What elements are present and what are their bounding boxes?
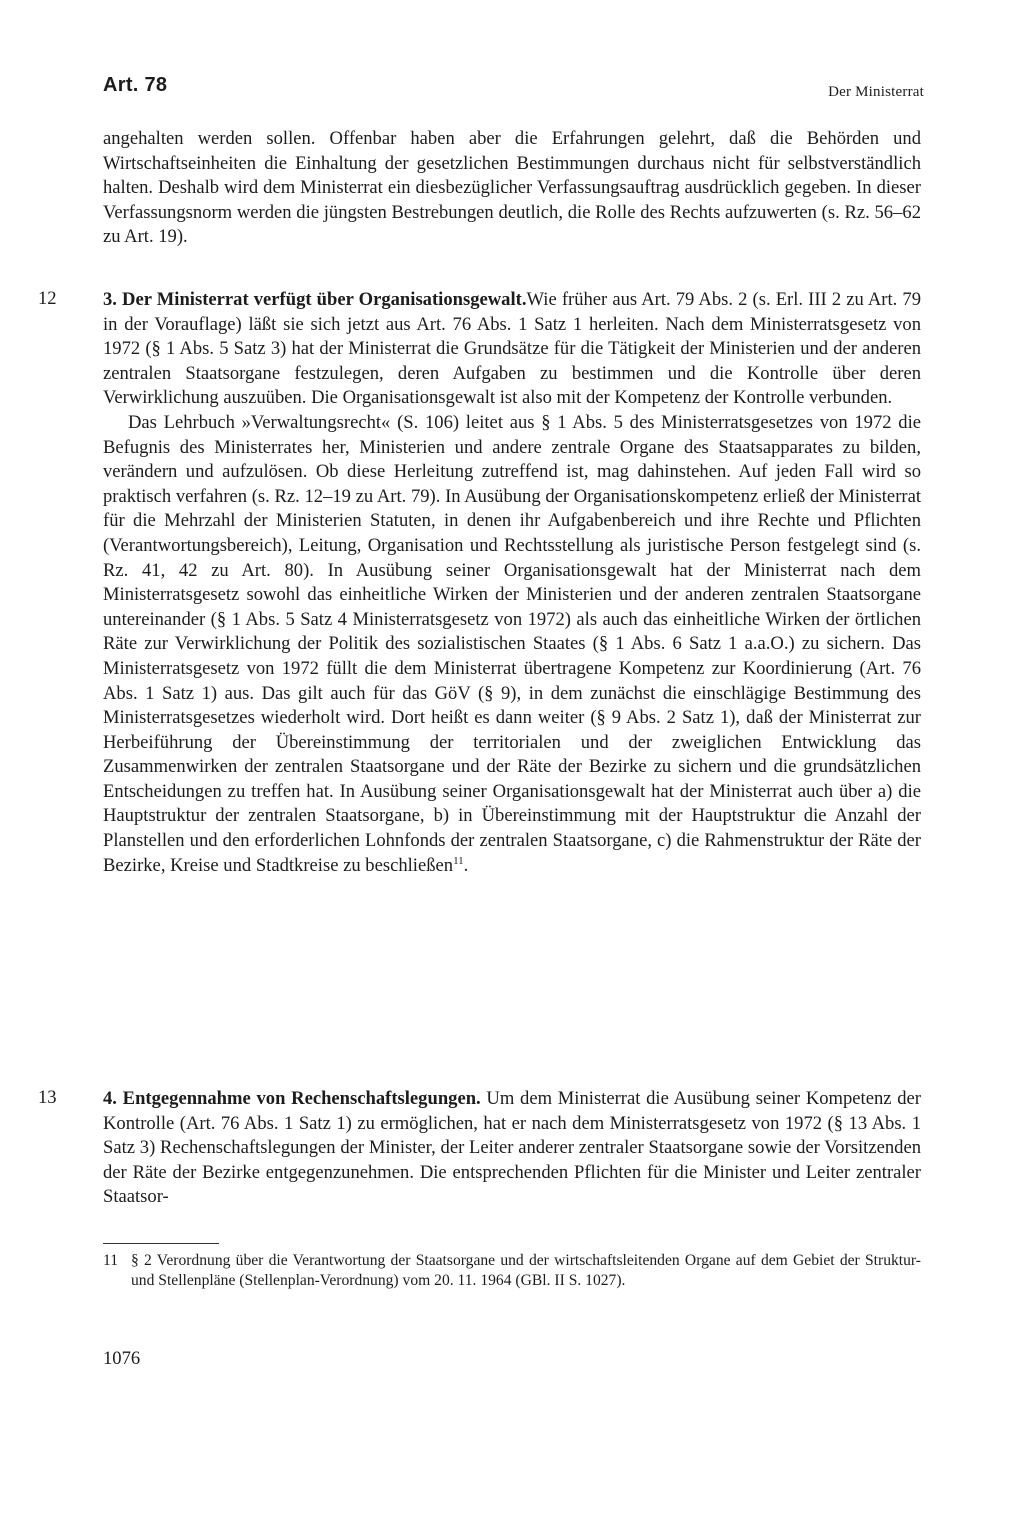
page-header xyxy=(103,74,924,108)
running-head: Der Ministerrat xyxy=(828,84,924,100)
section-12-paragraph-2 xyxy=(103,411,921,878)
footnote-11 xyxy=(103,1251,921,1291)
section-13-heading: 4. Entgegennahme von Rechenschaftslegungen. xyxy=(103,1088,481,1109)
section-12 xyxy=(103,288,921,878)
margin-number-13: 13 xyxy=(38,1087,57,1108)
article-title: Art. 78 xyxy=(103,74,168,96)
margin-number-12: 12 xyxy=(38,288,57,309)
section-13-text: Um dem Ministerrat die Ausübung seiner Kompetenz der Kontrolle (Art. 76 Abs. 1 Satz 1) zu ermöglichen, hat er nach dem Ministerratsgesetz von 1972 (§ 13 Abs. 1 Satz 3) Rechenschaftslegungen der Minister, der Leiter anderer zentraler Staatsorgane sowie der Vorsitzenden der Räte der Bezirke entgegenzunehmen. Die entsprechenden Pflichten für die Minister und Leiter zentraler Staatsor- xyxy=(103,1088,921,1208)
section-12-heading: 3. Der Ministerrat verfügt über Organisationsgewalt. xyxy=(103,289,527,310)
continued-paragraph xyxy=(103,127,921,250)
page-number: 1076 xyxy=(103,1348,141,1369)
section-12-text: Wie früher aus Art. 79 Abs. 2 (s. Erl. III 2 zu Art. 79 in der Vorauflage) läßt sie sich jetzt aus Art. 76 Abs. 1 Satz 1 herleiten. Nach dem Ministerratsgesetz von 1972 (§ 1 Abs. 5 Satz 3) hat der Ministerrat die Grundsätze für die Tätigkeit der Ministerien und der anderen zentralen Staatsorgane festzulegen, deren Aufgaben zu bestimmen und die Kontrolle über deren Verwirklichung auszuüben. Die Organisationsgewalt ist also mit der Kompetenz der Kontrolle verbunden. xyxy=(103,289,921,409)
footnote-divider xyxy=(103,1243,219,1244)
footnote-number: 11 xyxy=(103,1252,119,1269)
footnote-reference: 11 xyxy=(453,854,464,867)
section-12-paragraph-2-text: Das Lehrbuch »Verwaltungsrecht« (S. 106) leitet aus § 1 Abs. 5 des Ministerratsgesetzes von 1972 die Befugnis des Ministerrates her, Ministerien und andere zentrale Organe des Staatsapparates zu bilden, verändern und aufzulösen. Ob diese Herleitung zutreffend ist, mag dahinstehen. Auf jeden Fall wird so praktisch verfahren (s. Rz. 12–19 zu Art. 79). In Ausübung der Organisationskompetenz erließ der Ministerrat für die Mehrzahl der Ministerien Statuten, in denen ihr Aufgabenbereich und ihre Rechte und Pflichten (Verantwortungsbereich), Leitung, Organisation und Rechtsstellung als juristische Person festgelegt sind (s. Rz. 41, 42 zu Art. 80). In Ausübung seiner Organisationsgewalt hat der Ministerrat nach dem Ministerratsgesetz sowohl das einheitliche Wirken der Ministerien und der anderen zentralen Staatsorgane untereinander (§ 1 Abs. 5 Satz 4 Ministerratsgesetz von 1972) als auch das einheitliche Wirken der örtlichen Räte zur Verwirklichung der Politik des sozialistischen Staates (§ 1 Abs. 6 Satz 1 a.a.O.) zu sichern. Das Ministerratsgesetz von 1972 füllt die dem Ministerrat übertragene Kompetenz zur Koordinierung (Art. 76 Abs. 1 Satz 1) aus. Das gilt auch für das GöV (§ 9), in dem zunächst die einschlägige Bestimmung des Ministerratsgesetzes wiederholt wird. Dort heißt es dann weiter (§ 9 Abs. 2 Satz 1), daß der Ministerrat zur Herbeiführung der Übereinstimmung der territorialen und der zweiglichen Entwicklung das Zusammenwirken der zentralen Staatsorgane und der Räte der Bezirke zu sichern und die grundsätzlichen Entscheidungen zu treffen hat. In Ausübung seiner Organisationsgewalt hat der Ministerrat auch über a) die Hauptstruktur der zentralen Staatsorgane, b) in Übereinstimmung mit der Hauptstruktur die Anzahl der Planstellen und den erforderlichen Lohnfonds der zentralen Staatsorgane, c) die Rahmenstruktur der Räte der Bezirke, Kreise und Stadtkreise zu beschließen xyxy=(103,411,921,876)
section-13 xyxy=(103,1087,921,1210)
paragraph-text: angehalten werden sollen. Offenbar haben aber die Erfahrungen gelehrt, daß die Behörden und Wirtschaftseinheiten die Einhaltung der gesetzlichen Bestimmungen durchaus nicht für selbstverständlich halten. Deshalb wird dem Ministerrat ein diesbezüglicher Verfassungsauftrag ausdrücklich gegeben. In dieser Verfassungsnorm werden die jüngsten Bestrebungen deutlich, die Rolle des Rechts aufzuwerten (s. Rz. 56–62 zu Art. 19). xyxy=(103,128,921,248)
section-13-paragraph-1 xyxy=(103,1087,921,1210)
footnote-text: § 2 Verordnung über die Verantwortung der Staatsorgane und der wirtschaftsleitenden Organe auf dem Gebiet der Struktur- und Stellenpläne (Stellenplan-Verordnung) vom 20. 11. 1964 (GBl. II S. 1027). xyxy=(131,1252,921,1289)
section-12-paragraph-1 xyxy=(103,288,921,411)
paragraph-end-punctuation: . xyxy=(463,854,469,876)
